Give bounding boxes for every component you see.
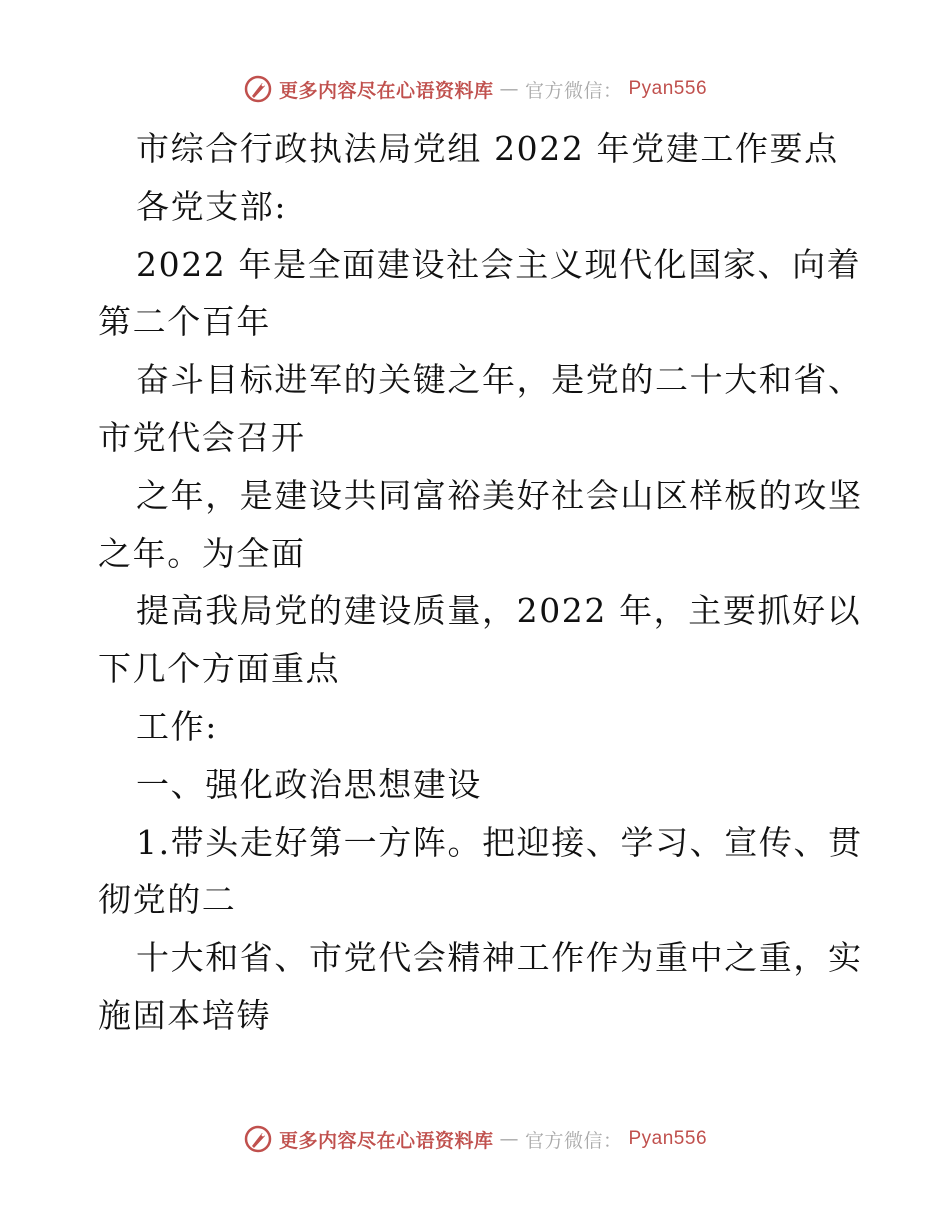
pen-nib-circle-icon (243, 74, 273, 104)
text-line: 市党代会召开 (98, 417, 306, 457)
text-line: 之年。为全面 (98, 533, 306, 573)
pen-nib-circle-icon (243, 1124, 273, 1154)
text-line: 彻党的二 (98, 880, 237, 920)
text-line: 之年，是建设共同富裕美好社会山区样板的攻坚 (136, 475, 863, 515)
watermark-wechat-id: Pyan556 (628, 1128, 708, 1149)
watermark-separator: — (499, 78, 519, 100)
text-line: 工作: (136, 706, 218, 746)
document-title: 市综合行政执法局党组 2022 年党建工作要点 (136, 129, 839, 168)
watermark-sub-text: 官方微信： (524, 1129, 623, 1152)
text-line: 1.带头走好第一方阵。把迎接、学习、宣传、贯 (136, 822, 863, 862)
watermark-main-text: 更多内容尽在心语资料库 (278, 79, 494, 102)
watermark-header (0, 74, 950, 104)
text-line: 第二个百年 (98, 302, 271, 342)
salutation: 各党支部: (136, 186, 288, 226)
document-body (98, 120, 863, 1045)
text-line: 2022 年是全面建设社会主义现代化国家、向着 (136, 244, 862, 284)
section-heading: 一、强化政治思想建设 (136, 764, 482, 804)
watermark-wechat-id: Pyan556 (628, 78, 708, 99)
watermark-footer (0, 1124, 950, 1154)
text-line: 提高我局党的建设质量，2022 年，主要抓好以 (136, 591, 862, 631)
watermark-sub-text: 官方微信： (524, 79, 623, 102)
text-line: 奋斗目标进军的关键之年，是党的二十大和省、 (136, 360, 863, 400)
text-line: 十大和省、市党代会精神工作作为重中之重，实 (136, 938, 863, 978)
watermark-main-text: 更多内容尽在心语资料库 (278, 1129, 494, 1152)
text-line: 施固本培铸 (98, 995, 271, 1035)
watermark-separator: — (499, 1128, 519, 1150)
text-line: 下几个方面重点 (98, 649, 341, 689)
